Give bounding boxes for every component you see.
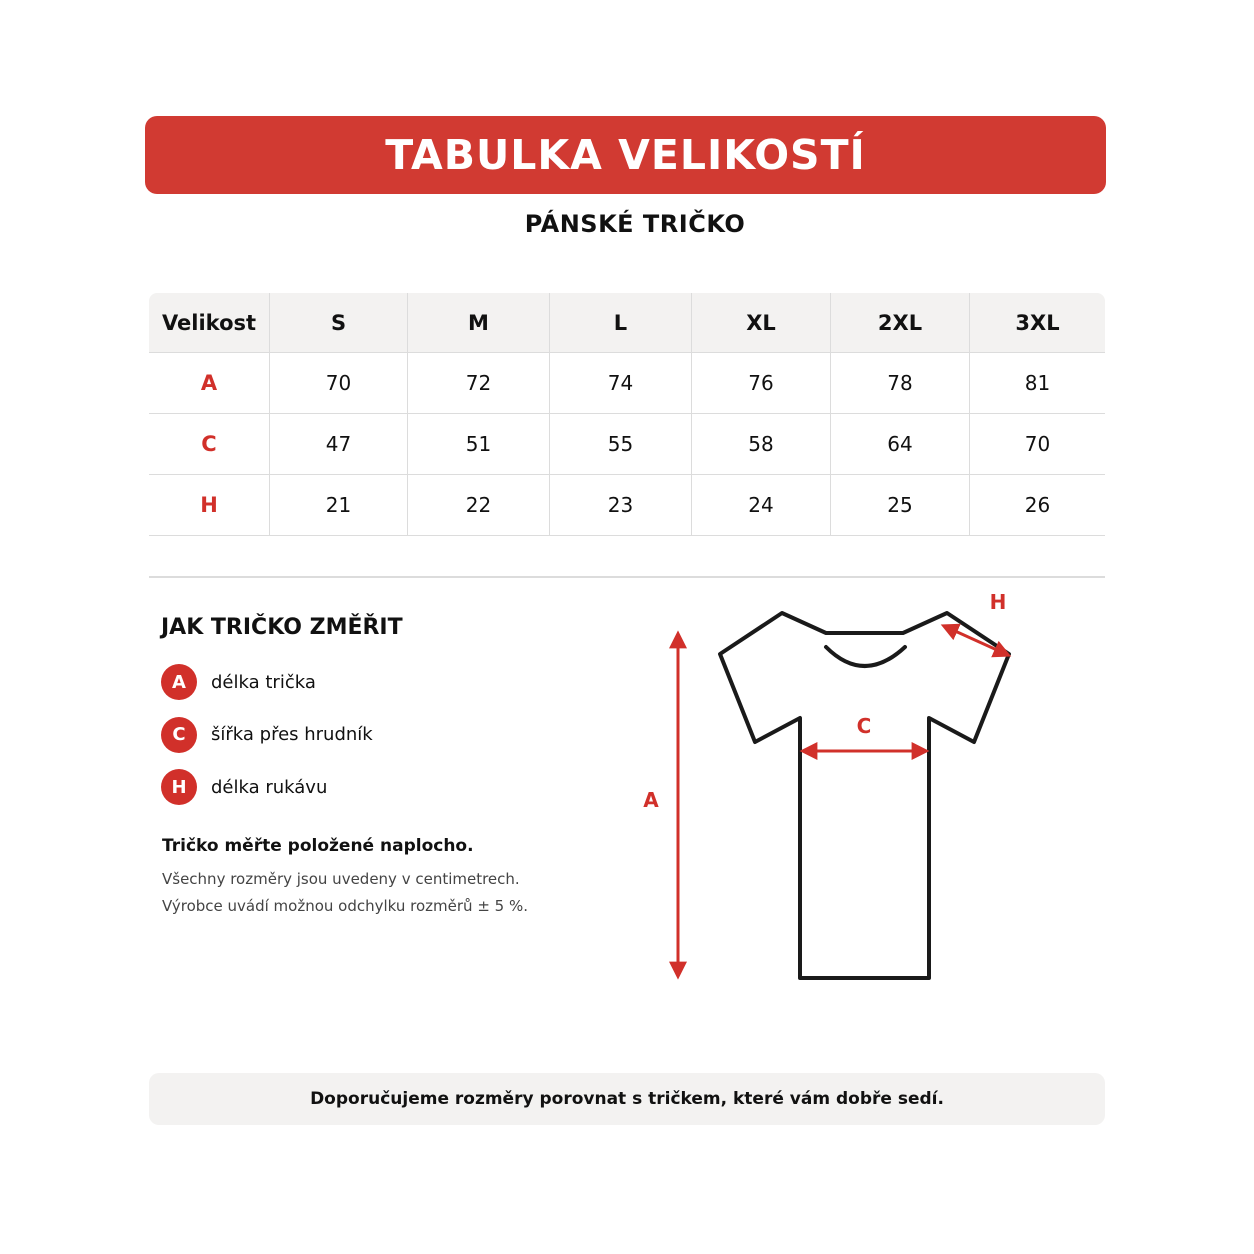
table-cell: 64 bbox=[830, 414, 969, 475]
legend-badge: H bbox=[161, 769, 197, 805]
table-cell: 72 bbox=[407, 353, 549, 414]
howto-title: JAK TRIČKO ZMĚŘIT bbox=[161, 615, 403, 640]
header-cell-size: L bbox=[549, 293, 691, 353]
row-label: A bbox=[149, 353, 269, 414]
table-cell: 24 bbox=[691, 475, 830, 536]
table-cell: 70 bbox=[269, 353, 407, 414]
table-cell: 78 bbox=[830, 353, 969, 414]
diagram-label-c: C bbox=[856, 714, 872, 738]
legend-text: délka trička bbox=[211, 671, 316, 693]
legend-text: šířka přes hrudník bbox=[211, 724, 373, 745]
tshirt-neckline bbox=[826, 647, 905, 666]
header-cell-size: 3XL bbox=[969, 293, 1105, 353]
table-cell: 51 bbox=[407, 414, 549, 475]
page-title: TABULKA VELIKOSTÍ bbox=[385, 131, 866, 179]
footer-text: Doporučujeme rozměry porovnat s tričkem, které vám dobře sedí. bbox=[310, 1089, 944, 1109]
table-cell: 22 bbox=[407, 475, 549, 536]
table-cell: 47 bbox=[269, 414, 407, 475]
footer-note bbox=[149, 1073, 1105, 1125]
table-cell: 26 bbox=[969, 475, 1105, 536]
row-label: C bbox=[149, 414, 269, 475]
header-cell-size: XL bbox=[691, 293, 830, 353]
diagram-label-h: H bbox=[989, 590, 1007, 614]
header-cell-velikost: Velikost bbox=[149, 293, 269, 353]
header-cell-size: M bbox=[407, 293, 549, 353]
measure-note-line: Výrobce uvádí možnou odchylku rozměrů ± 5 %. bbox=[162, 897, 529, 915]
row-label: H bbox=[149, 475, 269, 536]
table-cell: 74 bbox=[549, 353, 691, 414]
table-cell: 81 bbox=[969, 353, 1105, 414]
table-cell: 58 bbox=[691, 414, 830, 475]
header-cell-size: 2XL bbox=[830, 293, 969, 353]
table-cell: 21 bbox=[269, 475, 407, 536]
table-cell: 25 bbox=[830, 475, 969, 536]
table-cell: 70 bbox=[969, 414, 1105, 475]
measure-note-strong: Tričko měřte položené naplocho. bbox=[162, 836, 474, 856]
page-subtitle: PÁNSKÉ TRIČKO bbox=[524, 210, 746, 238]
legend-text: délka rukávu bbox=[211, 776, 328, 798]
table-cell: 23 bbox=[549, 475, 691, 536]
header-cell-size: S bbox=[269, 293, 407, 353]
diagram-label-a: A bbox=[643, 788, 659, 812]
legend-badge: C bbox=[161, 717, 197, 753]
table-cell: 55 bbox=[549, 414, 691, 475]
measure-note-line: Všechny rozměry jsou uvedeny v centimetrech. bbox=[162, 870, 520, 888]
table-cell: 76 bbox=[691, 353, 830, 414]
legend-badge: A bbox=[161, 664, 197, 700]
